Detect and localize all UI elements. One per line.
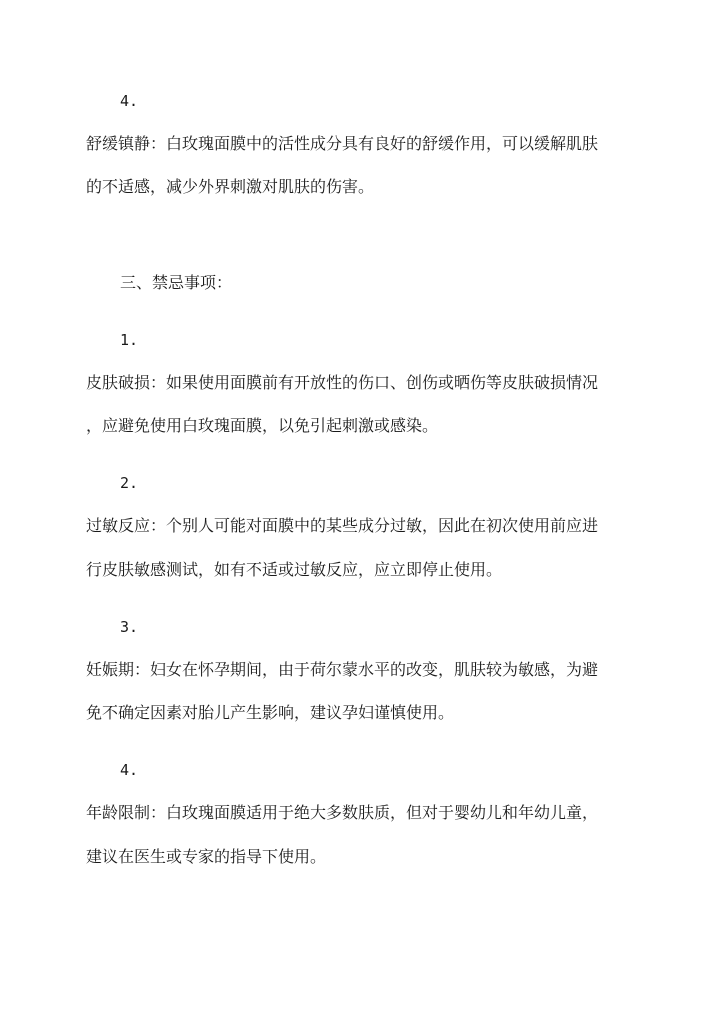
paragraph-line: 行皮肤敏感测试，如有不适或过敏反应，应立即停止使用。 [86,560,503,579]
paragraph-line: 的不适感，减少外界刺激对肌肤的伤害。 [86,177,375,196]
paragraph-line: 免不确定因素对胎儿产生影响，建议孕妇谨慎使用。 [86,703,455,722]
section-heading: 三、禁忌事项： [120,273,233,292]
paragraph-line: 建议在医生或专家的指导下使用。 [86,847,327,866]
paragraph-line: 年龄限制：白玫瑰面膜适用于绝大多数肤质，但对于婴幼儿和年幼儿童， [86,803,599,822]
paragraph-line: 皮肤破损：如果使用面膜前有开放性的伤口、创伤或晒伤等皮肤破损情况 [86,373,599,392]
item-number: 3. [120,618,139,636]
item-number: 4. [120,761,139,779]
item-number: 1. [120,331,139,349]
paragraph-line: 舒缓镇静：白玫瑰面膜中的活性成分具有良好的舒缓作用，可以缓解肌肤 [86,134,599,153]
paragraph-line: 过敏反应：个别人可能对面膜中的某些成分过敏，因此在初次使用前应进 [86,516,599,535]
item-number: 2. [120,474,139,492]
paragraph-line: 妊娠期：妇女在怀孕期间，由于荷尔蒙水平的改变，肌肤较为敏感，为避 [86,660,599,679]
paragraph-line: ，应避免使用白玫瑰面膜，以免引起刺激或感染。 [86,416,439,435]
item-number: 4. [120,92,139,110]
